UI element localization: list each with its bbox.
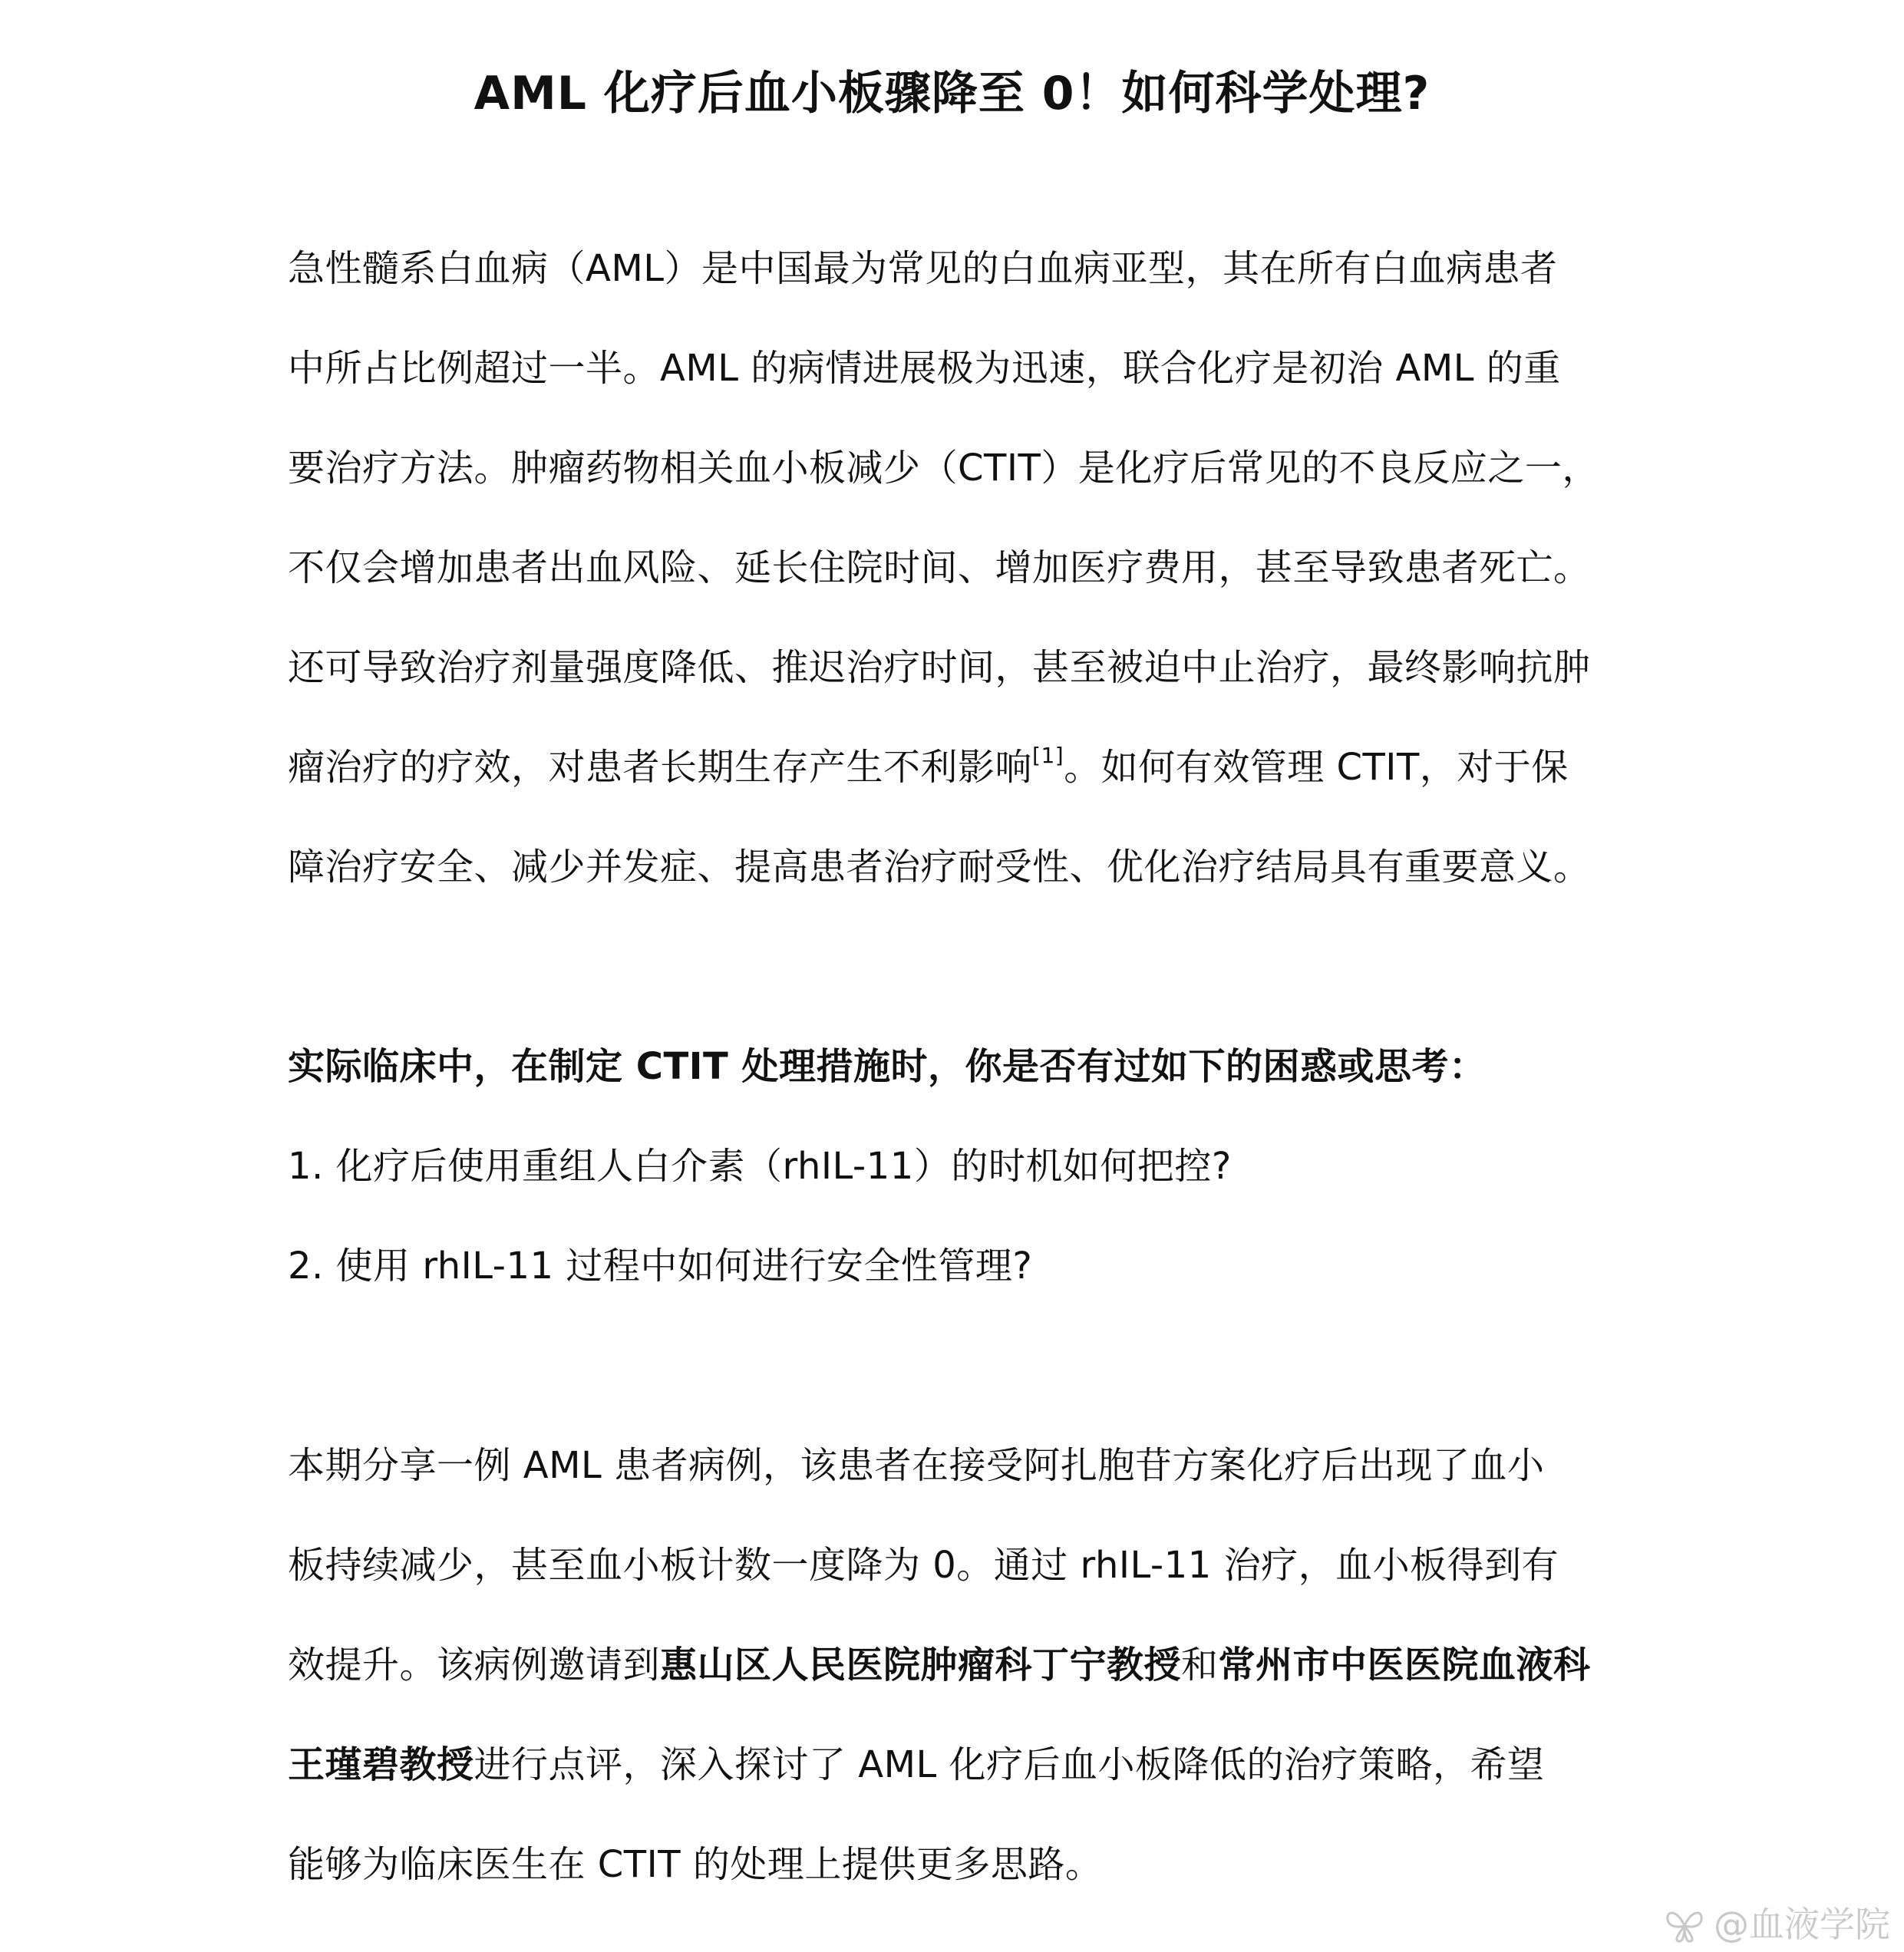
watermark — [1663, 1901, 1890, 1947]
intro-line: 中所占比例超过一半。AML 的病情进展极为迅速，联合化疗是初治 AML 的重 — [288, 347, 1561, 390]
intro-line: 急性髓系白血病（AML）是中国最为常见的白血病亚型，其在所有白血病患者 — [288, 247, 1558, 290]
case-paragraph — [288, 1416, 1638, 1914]
intro-paragraph — [288, 219, 1638, 917]
intro-line: 障治疗安全、减少并发症、提高患者治疗耐受性、优化治疗结局具有重要意义。 — [288, 846, 1591, 889]
intro-text: 。如何有效管理 CTIT，对于保 — [1064, 746, 1569, 789]
case-line: 板持续减少，甚至血小板计数一度降为 0。通过 rhIL-11 治疗，血小板得到有 — [288, 1544, 1559, 1587]
intro-text: 瘤治疗的疗效，对患者长期生存产生不利影响 — [288, 746, 1033, 789]
case-text: 和 — [1181, 1644, 1219, 1687]
intro-line: 不仅会增加患者出血风险、延长住院时间、增加医疗费用，甚至导致患者死亡。 — [288, 546, 1591, 589]
watermark-text: @血液学院 — [1714, 1904, 1890, 1945]
case-text: 进行点评，深入探讨了 AML 化疗后血小板降低的治疗策略，希望 — [474, 1743, 1545, 1786]
question-list — [288, 1116, 1232, 1316]
case-line — [288, 1615, 1638, 1715]
article-title: AML 化疗后血小板骤降至 0！如何科学处理? — [474, 67, 1430, 120]
case-line — [288, 1715, 1638, 1815]
question-item: 2. 使用 rhIL-11 过程中如何进行安全性管理? — [288, 1245, 1033, 1288]
case-line: 本期分享一例 AML 患者病例，该患者在接受阿扎胞苷方案化疗后出现了血小 — [288, 1444, 1545, 1487]
expert-affiliation-2: 常州市中医医院血液科 — [1218, 1644, 1591, 1687]
intro-line: 还可导致治疗剂量强度降低、推迟治疗时间，甚至被迫中止治疗，最终影响抗肿 — [288, 646, 1591, 689]
butterfly-logo-icon — [1663, 1903, 1706, 1946]
expert-name-2: 王瑾碧教授 — [288, 1743, 474, 1786]
reference-marker: [1] — [1032, 743, 1064, 768]
question-item: 1. 化疗后使用重组人白介素（rhIL-11）的时机如何把控? — [288, 1145, 1232, 1188]
section-heading: 实际临床中，在制定 CTIT 处理措施时，你是否有过如下的困惑或思考： — [288, 1045, 1487, 1088]
case-text: 效提升。该病例邀请到 — [288, 1644, 661, 1687]
intro-line: 要治疗方法。肿瘤药物相关血小板减少（CTIT）是化疗后常见的不良反应之一， — [288, 447, 1599, 490]
intro-line-with-reference — [288, 717, 1638, 817]
case-line: 能够为临床医生在 CTIT 的处理上提供更多思路。 — [288, 1843, 1103, 1886]
expert-name-1: 惠山区人民医院肿瘤科丁宁教授 — [660, 1644, 1182, 1687]
